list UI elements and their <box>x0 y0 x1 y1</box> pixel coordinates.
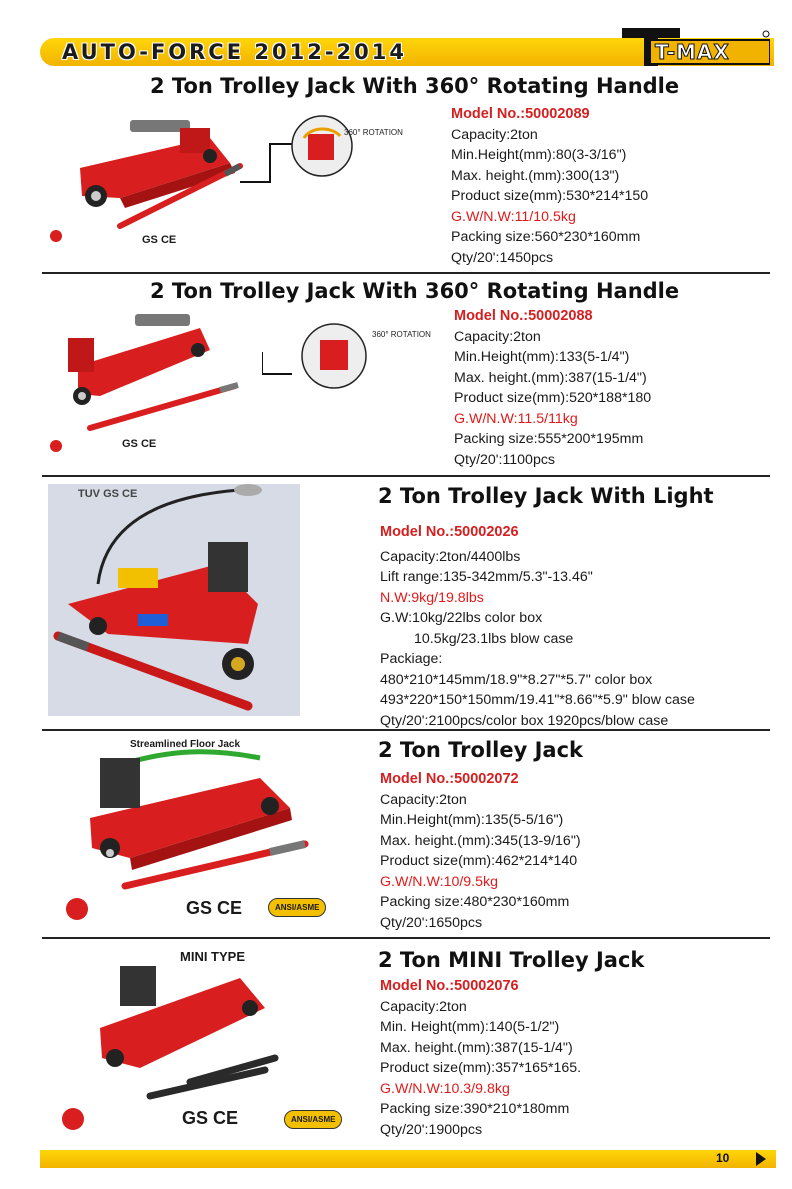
spec-line: Capacity:2ton <box>380 791 467 808</box>
spec-line: Qty/20':2100pcs/color box 1920pcs/blow case <box>380 712 669 729</box>
spec-weight: G.W/N.W:11/10.5kg <box>451 208 576 225</box>
spec-line: Max. height.(mm):387(15-1/4") <box>454 369 647 386</box>
next-arrow-icon <box>756 1152 766 1166</box>
ce-mark: CE <box>160 234 177 246</box>
product-1-photo <box>60 108 260 240</box>
product-3-specs <box>380 522 695 731</box>
spec-line: Max. height.(mm):300(13") <box>451 167 620 184</box>
ton-badge-1 <box>50 230 62 242</box>
gs-mark: GS <box>182 1108 209 1128</box>
spec-weight: G.W/N.W:10.3/9.8kg <box>380 1080 510 1097</box>
ton-badge-5 <box>62 1108 84 1130</box>
spec-line: Capacity:2ton/4400lbs <box>380 548 521 565</box>
cert-marks-2 <box>122 438 156 450</box>
streamlined-label: Streamlined Floor Jack <box>130 739 241 750</box>
spec-line: Max. height.(mm):387(15-1/4") <box>380 1039 573 1056</box>
divider <box>42 272 770 274</box>
spec-line: 480*210*145mm/18.9"*8.27"*5.7" color box <box>380 671 653 688</box>
cert-marks-4 <box>186 898 242 919</box>
ton-badge-4 <box>66 898 88 920</box>
page-number: 10 <box>716 1151 730 1165</box>
divider <box>42 475 770 477</box>
gs-mark: GS <box>122 438 138 450</box>
spec-line: Qty/20':1900pcs <box>380 1121 483 1138</box>
product-4-photo <box>70 748 310 896</box>
gs-mark: GS <box>103 488 119 500</box>
product-3-photo-frame <box>48 484 300 716</box>
spec-line: Product size(mm):520*188*180 <box>454 390 652 406</box>
divider <box>42 729 770 731</box>
divider <box>42 937 770 939</box>
product-5-model: Model No.:50002076 <box>380 978 519 994</box>
rotation-label-2: 360° ROTATION <box>372 330 431 339</box>
rotation-callout-1 <box>240 110 360 190</box>
rotation-callout-2 <box>262 316 372 396</box>
spec-weight: G.W/N.W:10/9.5kg <box>380 873 499 890</box>
spec-line: Qty/20':1450pcs <box>451 249 554 266</box>
spec-weight: N.W:9kg/19.8lbs <box>380 589 484 606</box>
product-3-model: Model No.:50002026 <box>380 524 519 540</box>
cert-marks-3 <box>78 488 137 500</box>
spec-line: Qty/20':1100pcs <box>454 451 556 468</box>
spec-line: Product size(mm):530*214*150 <box>451 188 649 204</box>
spec-line: Capacity:2ton <box>454 328 541 345</box>
footer-bar <box>40 1150 776 1168</box>
ansi-badge-4: ANSI/ASME <box>268 898 326 917</box>
product-5-specs <box>380 976 581 1140</box>
product-2-title: 2 Ton Trolley Jack With 360° Rotating Handle <box>150 279 680 303</box>
product-1-specs <box>451 104 648 268</box>
spec-weight: G.W/N.W:11.5/11kg <box>454 410 578 427</box>
spec-line: G.W:10kg/22lbs color box <box>380 610 543 626</box>
ce-mark: CE <box>122 488 138 500</box>
product-2-photo <box>60 308 260 440</box>
product-5-title: 2 Ton MINI Trolley Jack <box>378 948 645 972</box>
product-1-model: Model No.:50002089 <box>451 106 590 122</box>
spec-line: Lift range:135-342mm/5.3"-13.46" <box>380 569 593 585</box>
product-1-title: 2 Ton Trolley Jack With 360° Rotating Handle <box>150 74 680 98</box>
gs-mark: GS <box>142 234 158 246</box>
brand-name: T-MAX <box>655 40 730 64</box>
ce-mark: CE <box>217 898 243 918</box>
spec-line: 10.5kg/23.1lbs blow case <box>414 630 574 647</box>
spec-line: Qty/20':1650pcs <box>380 914 483 931</box>
product-3-photo <box>48 484 300 716</box>
spec-line: Capacity:2ton <box>380 998 467 1015</box>
spec-line: Capacity:2ton <box>451 126 538 143</box>
product-2-specs <box>454 306 651 470</box>
product-5-photo <box>90 958 290 1106</box>
spec-line: Min.Height(mm):80(3-3/16") <box>451 147 627 163</box>
product-4-title: 2 Ton Trolley Jack <box>378 738 583 762</box>
ce-mark: CE <box>140 438 157 450</box>
ce-mark: CE <box>213 1108 239 1128</box>
header-title: AUTO-FORCE 2012-2014 <box>62 40 407 64</box>
spec-line: Packing size:560*230*160mm <box>451 229 641 245</box>
product-4-specs <box>380 769 581 933</box>
product-4-model: Model No.:50002072 <box>380 771 519 787</box>
spec-line: Product size(mm):462*214*140 <box>380 853 578 869</box>
spec-line: Min.Height(mm):135(5-5/16") <box>380 812 564 828</box>
spec-line: Packing size:390*210*180mm <box>380 1101 570 1117</box>
tuv-mark: TUV <box>78 488 100 500</box>
product-2-model: Model No.:50002088 <box>454 308 593 324</box>
spec-line: Max. height.(mm):345(13-9/16") <box>380 832 581 849</box>
ansi-badge-5: ANSI/ASME <box>284 1110 342 1129</box>
spec-line: Min. Height(mm):140(5-1/2") <box>380 1019 560 1035</box>
spec-line: Packiage: <box>380 651 443 667</box>
gs-mark: GS <box>186 898 213 918</box>
ton-badge-2 <box>50 440 62 452</box>
cert-marks-1 <box>142 234 176 246</box>
spec-line: Min.Height(mm):133(5-1/4") <box>454 349 630 365</box>
spec-line: Product size(mm):357*165*165. <box>380 1060 582 1076</box>
spec-line: 493*220*150*150mm/19.41"*8.66"*5.9" blow case <box>380 692 695 708</box>
mini-type-label: MINI TYPE <box>180 949 246 964</box>
rotation-label-1: 360° ROTATION <box>344 128 403 137</box>
product-3-title: 2 Ton Trolley Jack With Light <box>378 484 714 508</box>
cert-marks-5 <box>182 1108 238 1129</box>
spec-line: Packing size:480*230*160mm <box>380 894 570 910</box>
spec-line: Packing size:555*200*195mm <box>454 431 644 447</box>
